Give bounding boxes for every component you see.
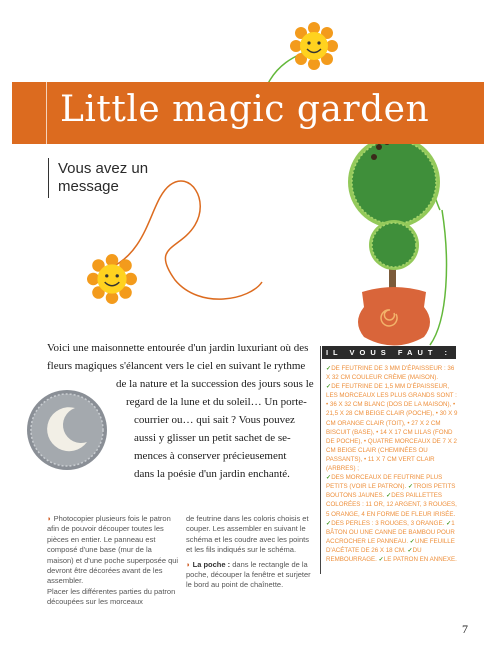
- intro-line: de la nature et la succession des jours sous le: [116, 378, 314, 390]
- subtitle-divider: [48, 158, 49, 198]
- instruction-text: Photocopier plusieurs fois le patron afin de pouvoir découper toutes les pièces en entier. Le panneau est composé d'une base (mur de la maison) et d'une poche superposée qui devront être décorées avant de les assembler.: [47, 514, 179, 586]
- materials-item: DES PERLES : 3 ROUGES, 3 ORANGE.: [331, 519, 445, 527]
- bullet-icon: ◗: [186, 559, 191, 569]
- materials-item: DE FEUTRINE DE 3 MM D'ÉPAISSEUR : 36 X 32 CM COULEUR CRÈME (MAISON).: [326, 365, 455, 382]
- intro-line: dans la poésie d'un jardin enchanté.: [134, 468, 290, 480]
- materials-list: [326, 364, 460, 564]
- intro-line: courrier ou… qui sait ? Vous pouvez: [134, 414, 295, 426]
- check-icon: ✓: [326, 474, 332, 482]
- instruction-text: Placer les différentes parties du patron découpées sur les morceaux: [47, 586, 176, 607]
- intro-line: aussi y glisser un petit sachet de se-: [134, 432, 291, 444]
- materials-item: DES MORCEAUX DE FEUTRINE PLUS PETITS (VOIR LE PATRON).: [326, 474, 443, 491]
- check-icon: ✓: [326, 365, 332, 372]
- materials-item: DE FEUTRINE DE 1,5 MM D'ÉPAISSEUR, LES MORCEAUX LES PLUS GRANDS SONT : • 36 X 32 CM BLANC (DOS DE LA MAISON), • 21,5 X 28 CM BEIGE CLAIR (POCHE), • 30 X 9 CM ORANGE CLAIR (TOIT), • 27 X 2 CM BISCUIT (BASE), • 14 X 17 CM LILAS (FOND DE POCHE), • QUATRE MORCEAUX DE 7 X 2 CM BEIGE CLAIR (CHEMINÉES OU PASSANTS), • 11 X 7 CM VERT CLAIR (ARBRES) ;: [326, 383, 458, 473]
- check-icon: ✓: [386, 492, 392, 500]
- instructions-column-1: [47, 514, 180, 608]
- materials-item: UNE FEUILLE D'ACÉTATE DE 26 X 18 CM.: [326, 537, 455, 554]
- materials-item: TROIS PETITS BOUTONS JAUNES.: [326, 483, 456, 500]
- materials-divider: [320, 346, 321, 574]
- check-icon: ✓: [446, 519, 452, 527]
- intro-line: fleurs magiques s'élancent vers le ciel en suivant le rythme: [47, 360, 306, 372]
- materials-item: DU REMBOURRAGE.: [326, 546, 422, 563]
- check-icon: ✓: [409, 537, 415, 545]
- intro-line: regard de la lune et du soleil… Un porte-: [126, 396, 307, 408]
- title-divider: [46, 82, 47, 144]
- sun-icon: [87, 254, 137, 304]
- felt-tree-illustration: [344, 122, 444, 352]
- instruction-label: La poche :: [192, 559, 231, 569]
- check-icon: ✓: [378, 555, 384, 563]
- page-number: 7: [462, 622, 468, 636]
- materials-item: LE PATRON EN ANNEXE.: [383, 555, 457, 563]
- instructions-column-2: [186, 514, 316, 591]
- check-icon: ✓: [407, 483, 414, 491]
- felt-moon-illustration: [25, 388, 109, 472]
- materials-title: IL VOUS FAUT :: [322, 346, 456, 359]
- instruction-text: dans le rectangle de la poche, découper la fenêtre et surjeter le bord au point de chaînette.: [186, 559, 311, 590]
- materials-item: DES PAILLETTES COLORÉES : 11 OR, 12 ARGENT, 3 ROUGES, 5 ORANGE, 4 EN FORME DE FLEUR IRISÉE.: [326, 492, 457, 518]
- check-icon: ✓: [407, 546, 413, 554]
- page-title: Little magic garden: [60, 89, 430, 130]
- intro-line: mences à conserver précieusement: [134, 450, 287, 462]
- check-icon: ✓: [326, 383, 332, 391]
- page-subtitle: Vous avez un message: [58, 160, 149, 195]
- check-icon: ✓: [326, 519, 332, 527]
- instruction-text: de feutrine dans les coloris choisis et couper. Les assembler en suivant le schéma et les coudre avec les points et les fils indiqués sur le schéma.: [186, 514, 309, 555]
- intro-line: Voici une maisonnette entourée d'un jardin luxuriant où des: [47, 342, 309, 354]
- bullet-icon: ◗: [47, 514, 52, 523]
- materials-item: 1 BÂTON OU UNE CANNE DE BAMBOU POUR ACCROCHER LE PANNEAU.: [326, 519, 455, 545]
- sun-icon: [290, 22, 338, 70]
